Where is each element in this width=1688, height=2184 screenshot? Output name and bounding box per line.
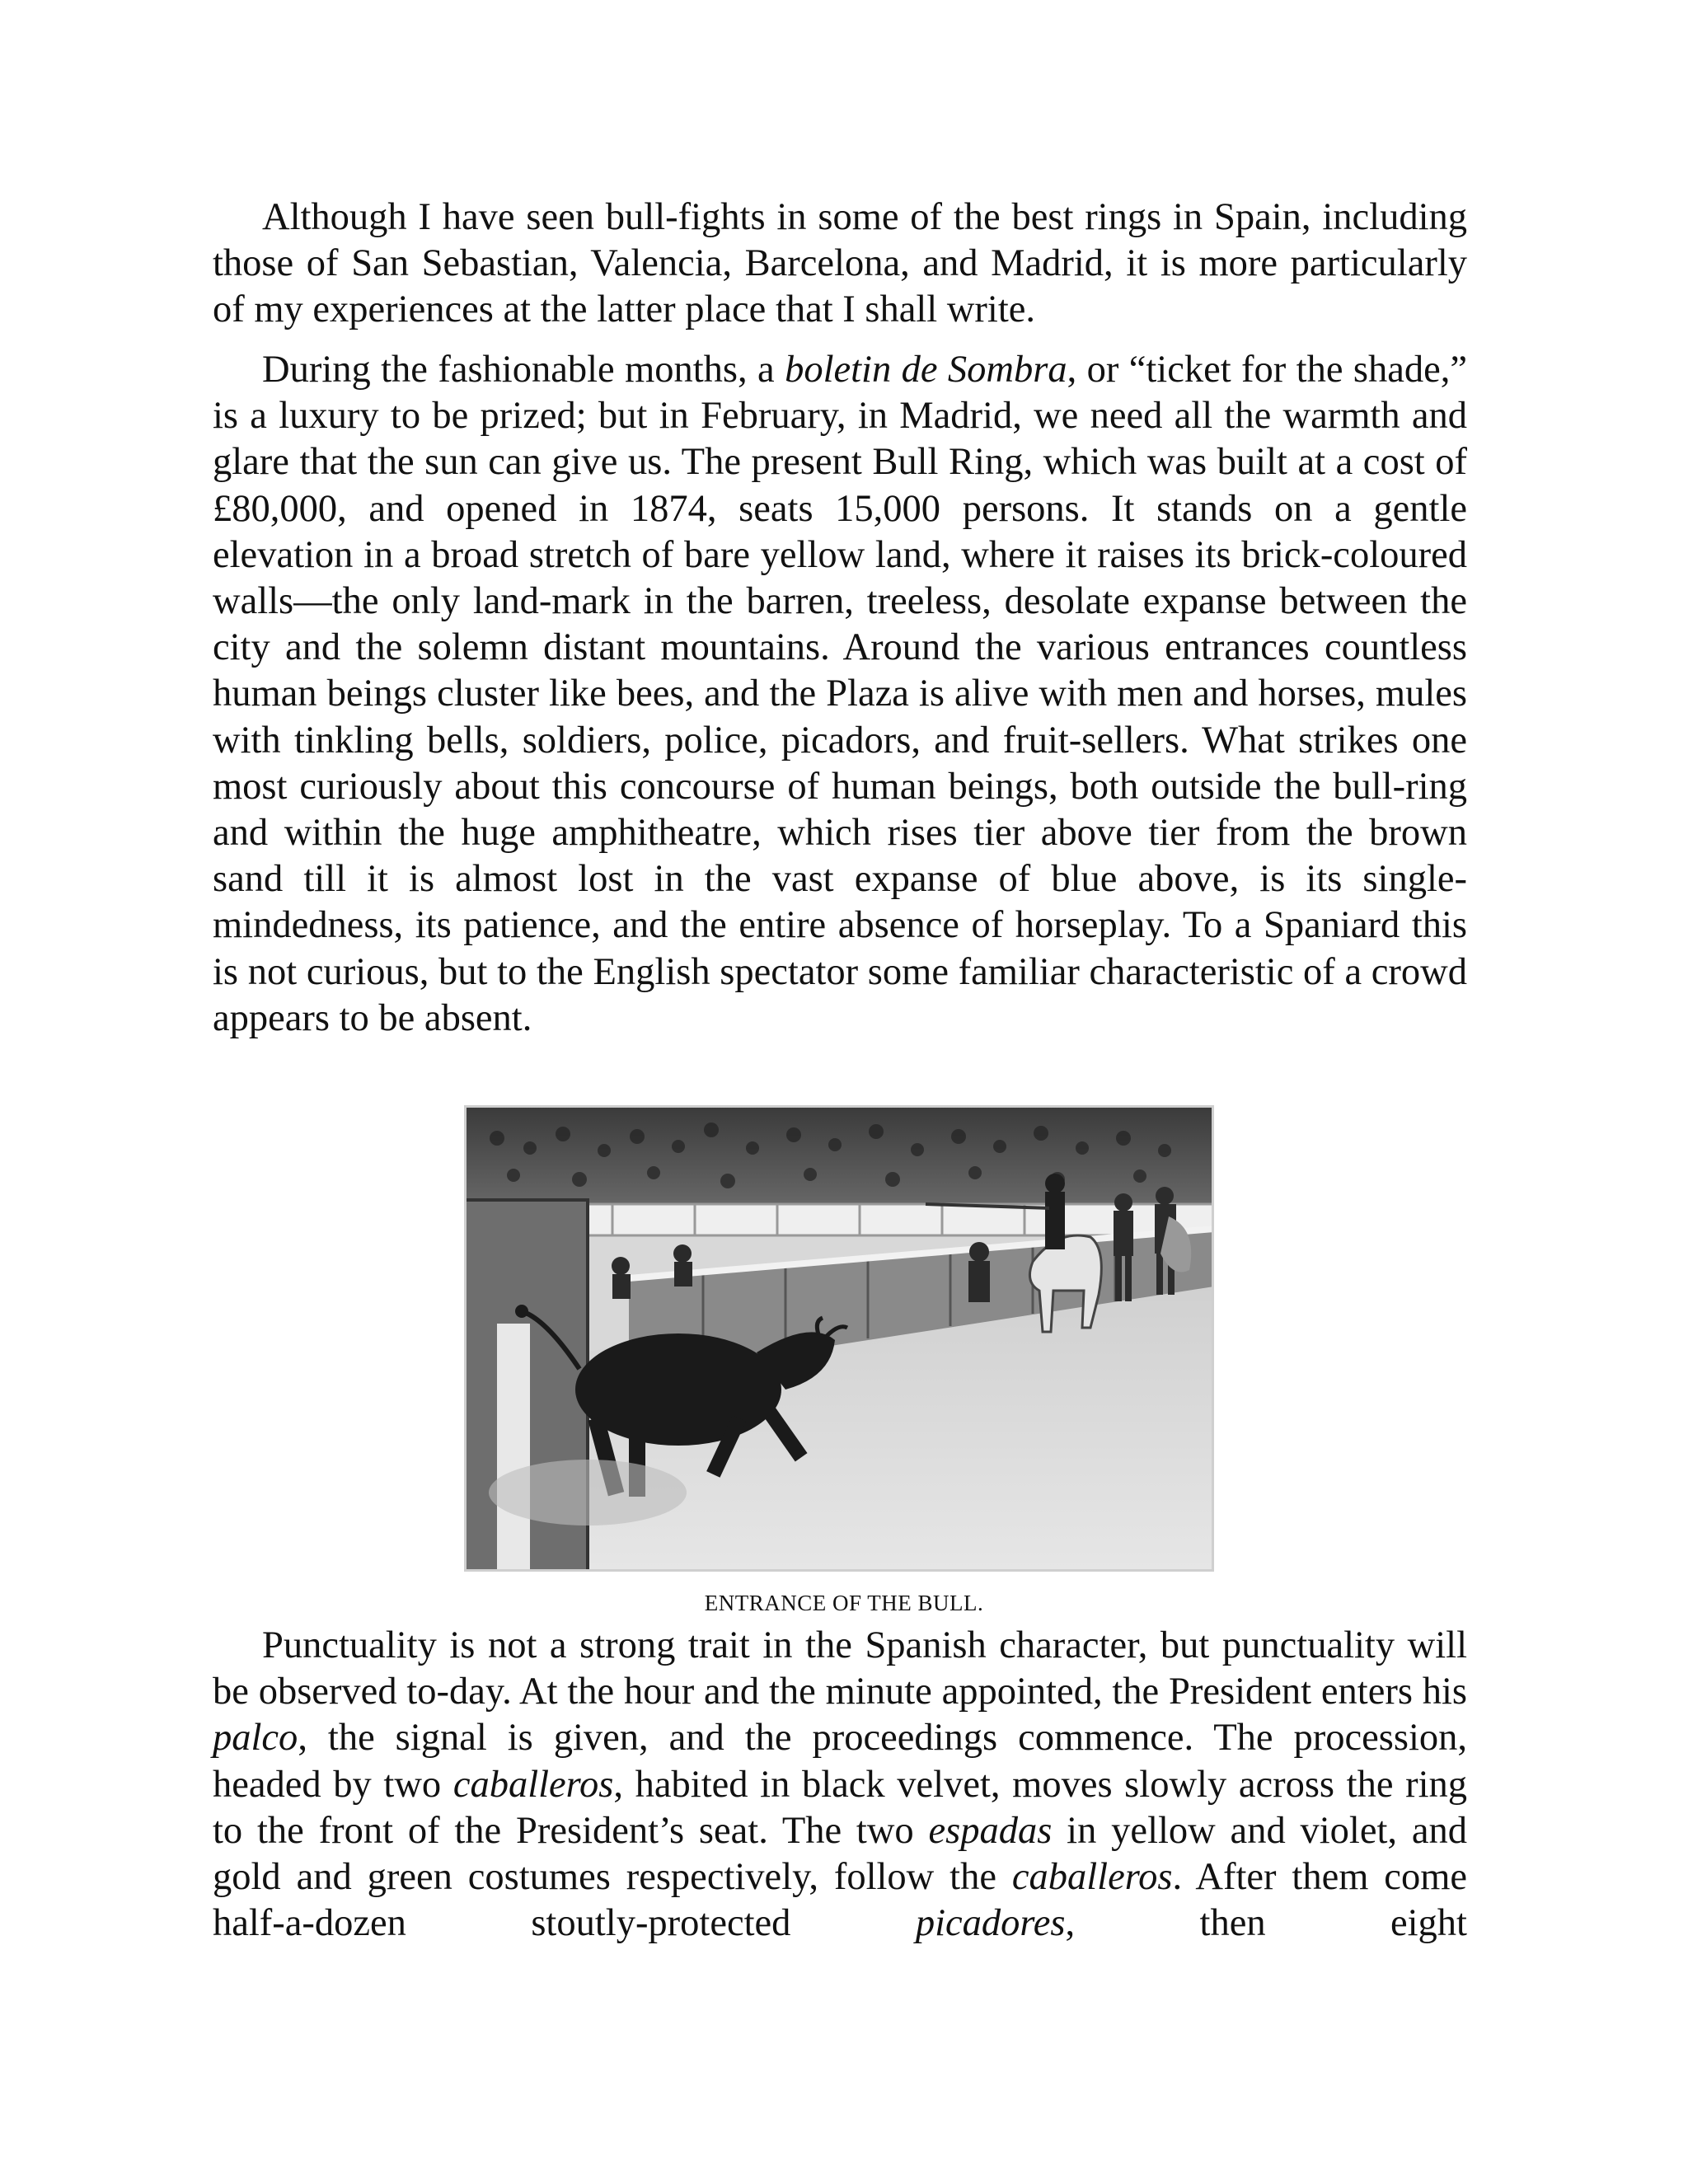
- text-run: , or “ticket for the shade,” is a luxury to be prized; but in February, in Madrid, we need all the warmth and glare that the sun can give us. The present Bull Ring, which was built at a cost of £80,000, and opened in 1874, seats 15,000 persons. It stands on a gentle elevation in a broad stretch of bare yellow land, where it raises its brick-coloured walls—the only land-mark in the barren, treeless, desolate expanse between the city and the solemn distant mountains. Around the various entrances countless human beings cluster like bees, and the Plaza is alive with men and horses, mules with tinkling bells, soldiers, police, picadors, and fruit-sellers. What strikes one most curiously about this concourse of human beings, both outside the bull-ring and within the huge amphitheatre, which rises tier above tier from the brown sand till it is almost lost in the vast expanse of blue above, is its single-mindedness, its patience, and the entire absence of horseplay. To a Spaniard this is not curious, but to the English spectator some familiar characteristic of a crowd appears to be absent.: [213, 349, 1468, 1039]
- illustration-entrance-of-the-bull: [464, 1105, 1214, 1572]
- italic-term: espadas: [928, 1809, 1053, 1852]
- paragraph-text: [213, 347, 1467, 1042]
- bull-ring-illustration: [464, 1105, 1214, 1572]
- paragraph-procession: [213, 1623, 1467, 1947]
- italic-term: palco: [213, 1717, 298, 1760]
- paragraph-bull-ring: [213, 347, 1467, 1042]
- text-run: . After them come half-a-dozen stoutly-protected: [213, 1856, 1468, 1945]
- text-run: , the signal is given, and the proceedings commence. The procession, headed by two: [213, 1717, 1467, 1806]
- text-run: , then eight: [1065, 1902, 1467, 1945]
- paragraph-text: [213, 1623, 1467, 1947]
- paragraph-intro: [213, 194, 1467, 334]
- text-run: Punctuality is not a strong trait in the Spanish character, but punctuality will be observed to-day. At the hour and the minute appointed, the President enters his: [213, 1624, 1467, 1713]
- italic-term: caballeros: [452, 1763, 614, 1806]
- italic-term: picadores: [915, 1902, 1066, 1945]
- italic-term: caballeros: [1011, 1856, 1173, 1899]
- paragraph-text: Although I have seen bull-fights in some of the best rings in Spain, including those of San Sebastian, Valencia, Barcelona, and Madrid, it is more particularly of my experiences at the latter place that I shall write.: [213, 196, 1467, 331]
- italic-term: boletin de Sombra: [785, 349, 1067, 391]
- text-run: in yellow and violet, and gold and green costumes respectively, follow the: [213, 1809, 1467, 1899]
- text-run: During the fashionable months, a: [262, 349, 785, 391]
- text-run: , habited in black velvet, moves slowly across the ring to the front of the President’s seat. The two: [213, 1763, 1468, 1852]
- figure-caption: ENTRANCE OF THE BULL.: [704, 1591, 984, 1615]
